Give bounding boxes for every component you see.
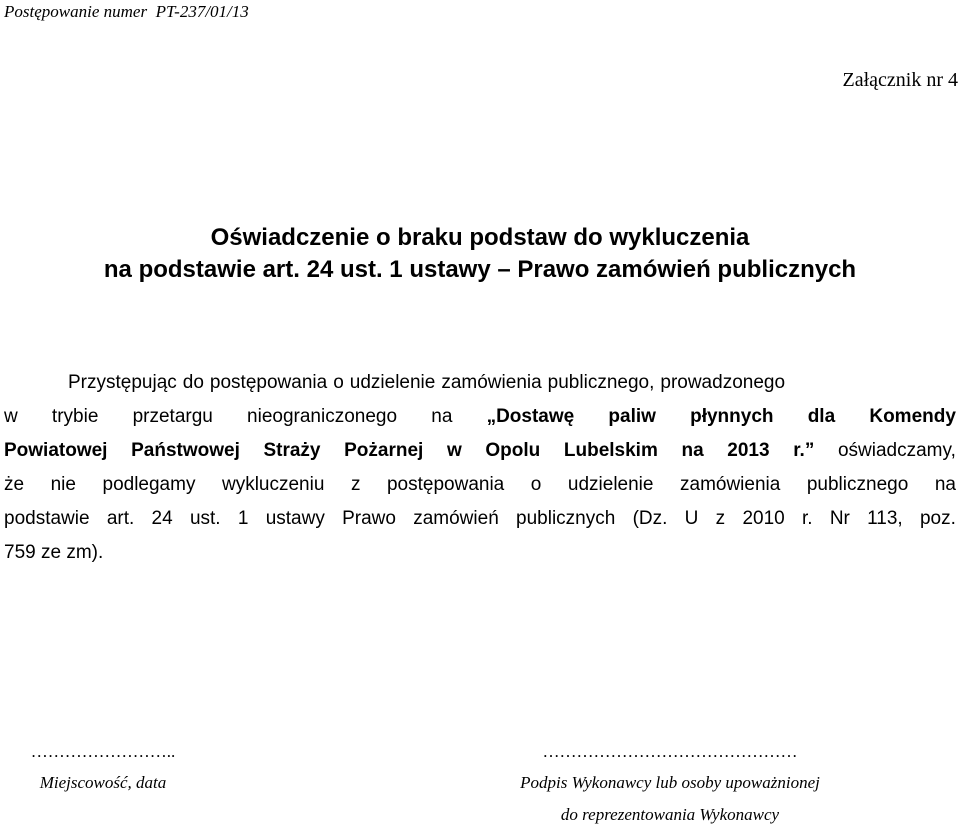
body-word: poz. (919, 508, 956, 529)
body-word-bold: paliw (608, 406, 656, 427)
body-word: na (431, 406, 453, 427)
title-line-1: Oświadczenie o braku podstaw do wykluczenia (210, 224, 750, 251)
procedure-number: PT-237/01/13 (155, 2, 249, 21)
body-line-6 (4, 536, 956, 570)
body-word: że (4, 474, 25, 495)
body-line-4 (4, 468, 956, 502)
body-word: na (934, 474, 956, 495)
attachment-number: Załącznik nr 4 (842, 69, 958, 91)
body-word: w (4, 406, 18, 427)
body-word: z (715, 508, 726, 529)
body-word-bold: na (681, 440, 704, 461)
signature-dots: ……………………………………… (542, 742, 798, 761)
body-line-1 (4, 366, 956, 400)
place-date-caption: Miejscowość, data (39, 773, 167, 792)
body-word-bold: „Dostawę (486, 406, 575, 427)
title-line-2: na podstawie art. 24 ust. 1 ustawy – Prawo zamówień publicznych (103, 256, 857, 283)
body-word-bold: Komendy (869, 406, 956, 427)
body-word: podlegamy (102, 474, 196, 495)
body-word: 2010 (742, 508, 785, 529)
body-word: r. (801, 508, 813, 529)
body-word: zamówienia (680, 474, 781, 495)
body-word: zamówień (413, 508, 499, 529)
body-line-2 (4, 400, 956, 434)
signature-caption-1: Podpis Wykonawcy lub osoby upoważnionej (520, 773, 820, 792)
body-word: o (530, 474, 542, 495)
document-title (0, 222, 960, 286)
body-word-bold: r.” (793, 440, 815, 461)
body-word: z (350, 474, 361, 495)
body-word: przetargu (132, 406, 213, 427)
body-word-bold: Państwowej (131, 440, 240, 461)
body-word: Nr (829, 508, 850, 529)
body-word: Prawo (342, 508, 396, 529)
body-word: prowadzonego (660, 372, 786, 393)
body-word: publicznego, (547, 372, 655, 393)
signature-field (470, 737, 870, 831)
body-word-bold: w (446, 440, 462, 461)
body-word: 113, (867, 508, 903, 529)
body-word-bold: 2013 (727, 440, 770, 461)
body-word: 1 (237, 508, 249, 529)
body-word: publicznego (806, 474, 909, 495)
body-line-5 (4, 502, 956, 536)
body-word: oświadczamy, (837, 440, 956, 461)
body-word-bold: płynnych (690, 406, 774, 427)
body-word: udzielenie (349, 372, 436, 393)
body-word-bold: Opolu (485, 440, 541, 461)
body-word: publicznych (516, 508, 616, 529)
body-word: 24 (151, 508, 173, 529)
body-word-bold: Powiatowej (4, 440, 108, 461)
body-word-bold: Straży (263, 440, 321, 461)
body-word: nie (50, 474, 76, 495)
body-word: postępowania (209, 372, 328, 393)
body-word: ustawy (265, 508, 325, 529)
body-word: o (333, 372, 344, 393)
body-word-bold: Pożarnej (344, 440, 424, 461)
signature-caption-2: do reprezentowania Wykonawcy (560, 805, 780, 824)
body-line-3 (4, 434, 956, 468)
body-word: postępowania (386, 474, 505, 495)
body-word: zamówienia (441, 372, 542, 393)
document-header (4, 2, 249, 22)
body-word-bold: Lubelskim (563, 440, 658, 461)
body-word: nieograniczonego (247, 406, 398, 427)
body-word: art. (106, 508, 135, 529)
body-word-bold: dla (807, 406, 836, 427)
body-line-6-text: 759 ze zm). (4, 542, 104, 563)
statement-body (4, 366, 956, 570)
body-word: U (684, 508, 699, 529)
body-word: udzielenie (567, 474, 654, 495)
body-word: trybie (51, 406, 99, 427)
body-word: ust. (189, 508, 221, 529)
body-word: do (182, 372, 204, 393)
body-word: Przystępując (68, 372, 177, 393)
body-word: wykluczeniu (221, 474, 325, 495)
body-word: (Dz. (632, 508, 668, 529)
place-date-field (18, 737, 188, 799)
body-word: podstawie (4, 508, 90, 529)
place-date-dots: …………………….. (30, 742, 176, 761)
procedure-label: Postępowanie numer (4, 2, 148, 21)
